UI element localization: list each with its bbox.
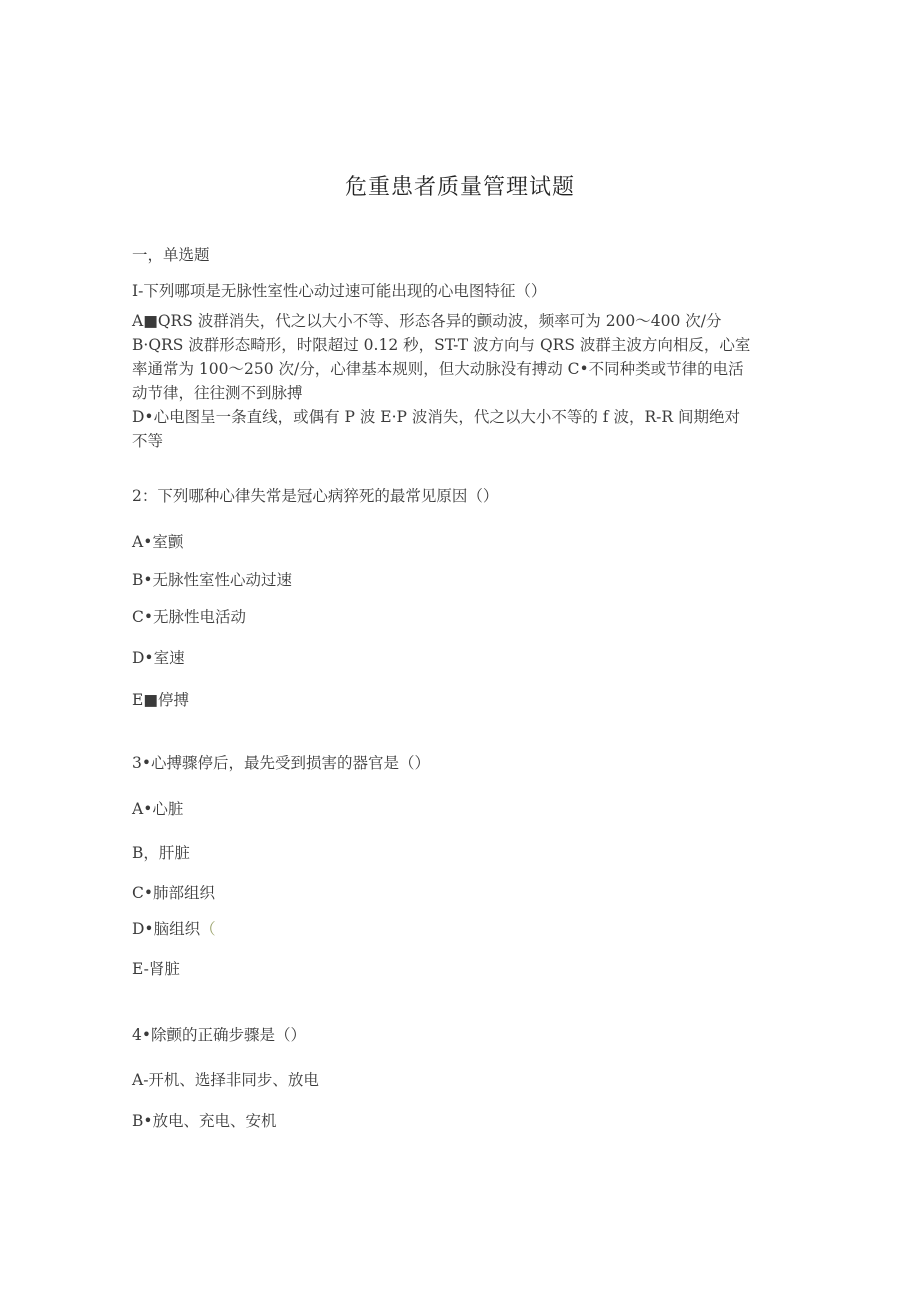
question-4-option-b: B•放电、充电、安机 <box>132 1112 277 1130</box>
question-2-option-a: A•室颤 <box>132 533 184 551</box>
question-3-option-c: C•肺部组织 <box>132 884 216 902</box>
question-3-option-b: B，肝脏 <box>132 844 190 862</box>
question-1-option-line: 率通常为 100～250 次/分，心律基本规则，但大动脉没有搏动 C•不同种类或节律的电活 <box>132 360 744 378</box>
question-1-stem: I-下列哪项是无脉性室性心动过速可能出现的心电图特征（） <box>132 282 547 300</box>
question-2-option-b: B•无脉性室性心动过速 <box>132 571 293 589</box>
question-3-option-d <box>132 917 216 941</box>
question-2-option-c: C•无脉性电活动 <box>132 608 247 626</box>
section-heading: 一，单选题 <box>132 246 210 264</box>
question-4-option-a: A-开机、选择非同步、放电 <box>132 1071 319 1089</box>
question-2-stem: 2：下列哪种心律失常是冠心病猝死的最常见原因（） <box>132 487 499 505</box>
question-1-option-line: D•心电图呈一条直线，或偶有 P 波 E·P 波消失，代之以大小不等的 f 波，R-R 间期绝对 <box>132 408 740 426</box>
question-4-stem: 4•除颤的正确步骤是（） <box>132 1026 307 1044</box>
question-1-option-line: 动节律，往往测不到脉搏 <box>132 384 303 402</box>
question-3-option-d-text: D•脑组织 <box>132 920 201 938</box>
question-3-option-e: E-肾脏 <box>132 960 180 978</box>
stray-bracket-mark: （ <box>200 920 216 938</box>
question-2-option-e: E■停搏 <box>132 691 189 709</box>
document-title: 危重患者质量管理试题 <box>344 175 575 200</box>
question-3-stem: 3•心搏骤停后，最先受到损害的器官是（） <box>132 754 431 772</box>
question-2-option-d: D•室速 <box>132 649 185 667</box>
question-1-option-line: B·QRS 波群形态畸形，时限超过 0.12 秒，ST-T 波方向与 QRS 波群主波方向相反，心室 <box>132 336 751 354</box>
question-1-options <box>132 309 792 453</box>
question-3-option-a: A•心脏 <box>132 800 184 818</box>
question-1-option-line: A■QRS 波群消失，代之以大小不等、形态各异的颤动波，频率可为 200～400 次/分 <box>132 312 722 330</box>
question-1-option-line: 不等 <box>132 432 164 450</box>
